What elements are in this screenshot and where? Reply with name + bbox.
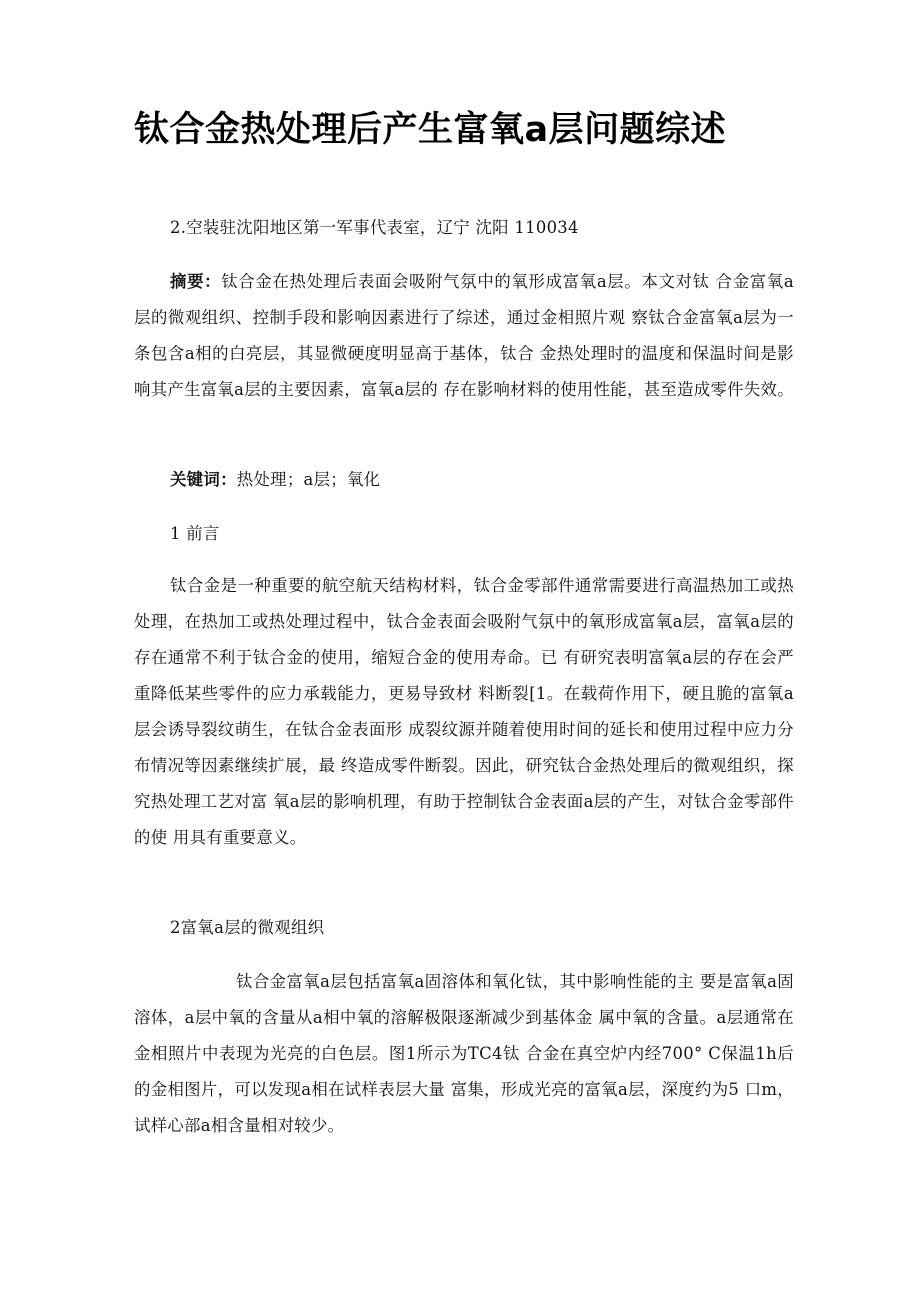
keywords-text: 热处理；a层；氧化 — [236, 470, 381, 489]
document-title: 钛合金热处理后产生富氧a层问题综述 — [134, 110, 727, 150]
section-heading-intro: 1 前言 — [170, 524, 220, 543]
section-heading-microstructure: 2富氧a层的微观组织 — [170, 918, 325, 937]
abstract-text: 钛合金在热处理后表面会吸附气氛中的氧形成富氧a层。本文对钛 合金富氧a层的微观组织、控制手段和影响因素进行了综述，通过金相照片观 察钛合金富氧a层为一条包含a相的白亮层，其显微硬度明显高于基体，钛合 金热处理时的温度和保温时间是影响其产生富氧a层的主要因素，富氧a层的 存在影响材料的使用性能，甚至造成零件失效。 — [134, 272, 794, 399]
author-affiliation: 2.空装驻沈阳地区第一军事代表室，辽宁 沈阳 110034 — [170, 218, 579, 237]
keywords-paragraph — [134, 462, 794, 498]
section-body-microstructure: 钛合金富氧a层包括富氧a固溶体和氧化钛，其中影响性能的主 要是富氧a固溶体，a层中氧的含量从a相中氧的溶解极限逐渐减少到基体金 属中氧的含量。a层通常在金相照片中表现为光亮的白色层。图1所示为TC4钛 合金在真空炉内经700° C保温1h后的金相图片，可以发现a相在试样表层大量 富集，形成光亮的富氧a层，深度约为5 口m，试样心部a相含量相对较少。 — [134, 972, 794, 1135]
abstract-label: 摘要： — [170, 272, 222, 291]
keywords-label: 关键词： — [170, 470, 237, 489]
section-body-intro: 钛合金是一种重要的航空航天结构材料，钛合金零部件通常需要进行高温热加工或热处理，在热加工或热处理过程中，钛合金表面会吸附气氛中的氧形成富氧a层，富氧a层的存在通常不利于钛合金的使用，缩短合金的使用寿命。已 有研究表明富氧a层的存在会严重降低某些零件的应力承载能力，更易导致材 料断裂[1。在载荷作用下，硬且脆的富氧a层会诱导裂纹萌生，在钛合金表面形 成裂纹源并随着使用时间的延长和使用过程中应力分布情况等因素继续扩展，最 终造成零件断裂。因此，研究钛合金热处理后的微观组织，探究热处理工艺对富 氧a层的影响机理，有助于控制钛合金表面a层的产生，对钛合金零部件的使 用具有重要意义。 — [134, 576, 794, 847]
abstract-paragraph — [134, 264, 794, 408]
